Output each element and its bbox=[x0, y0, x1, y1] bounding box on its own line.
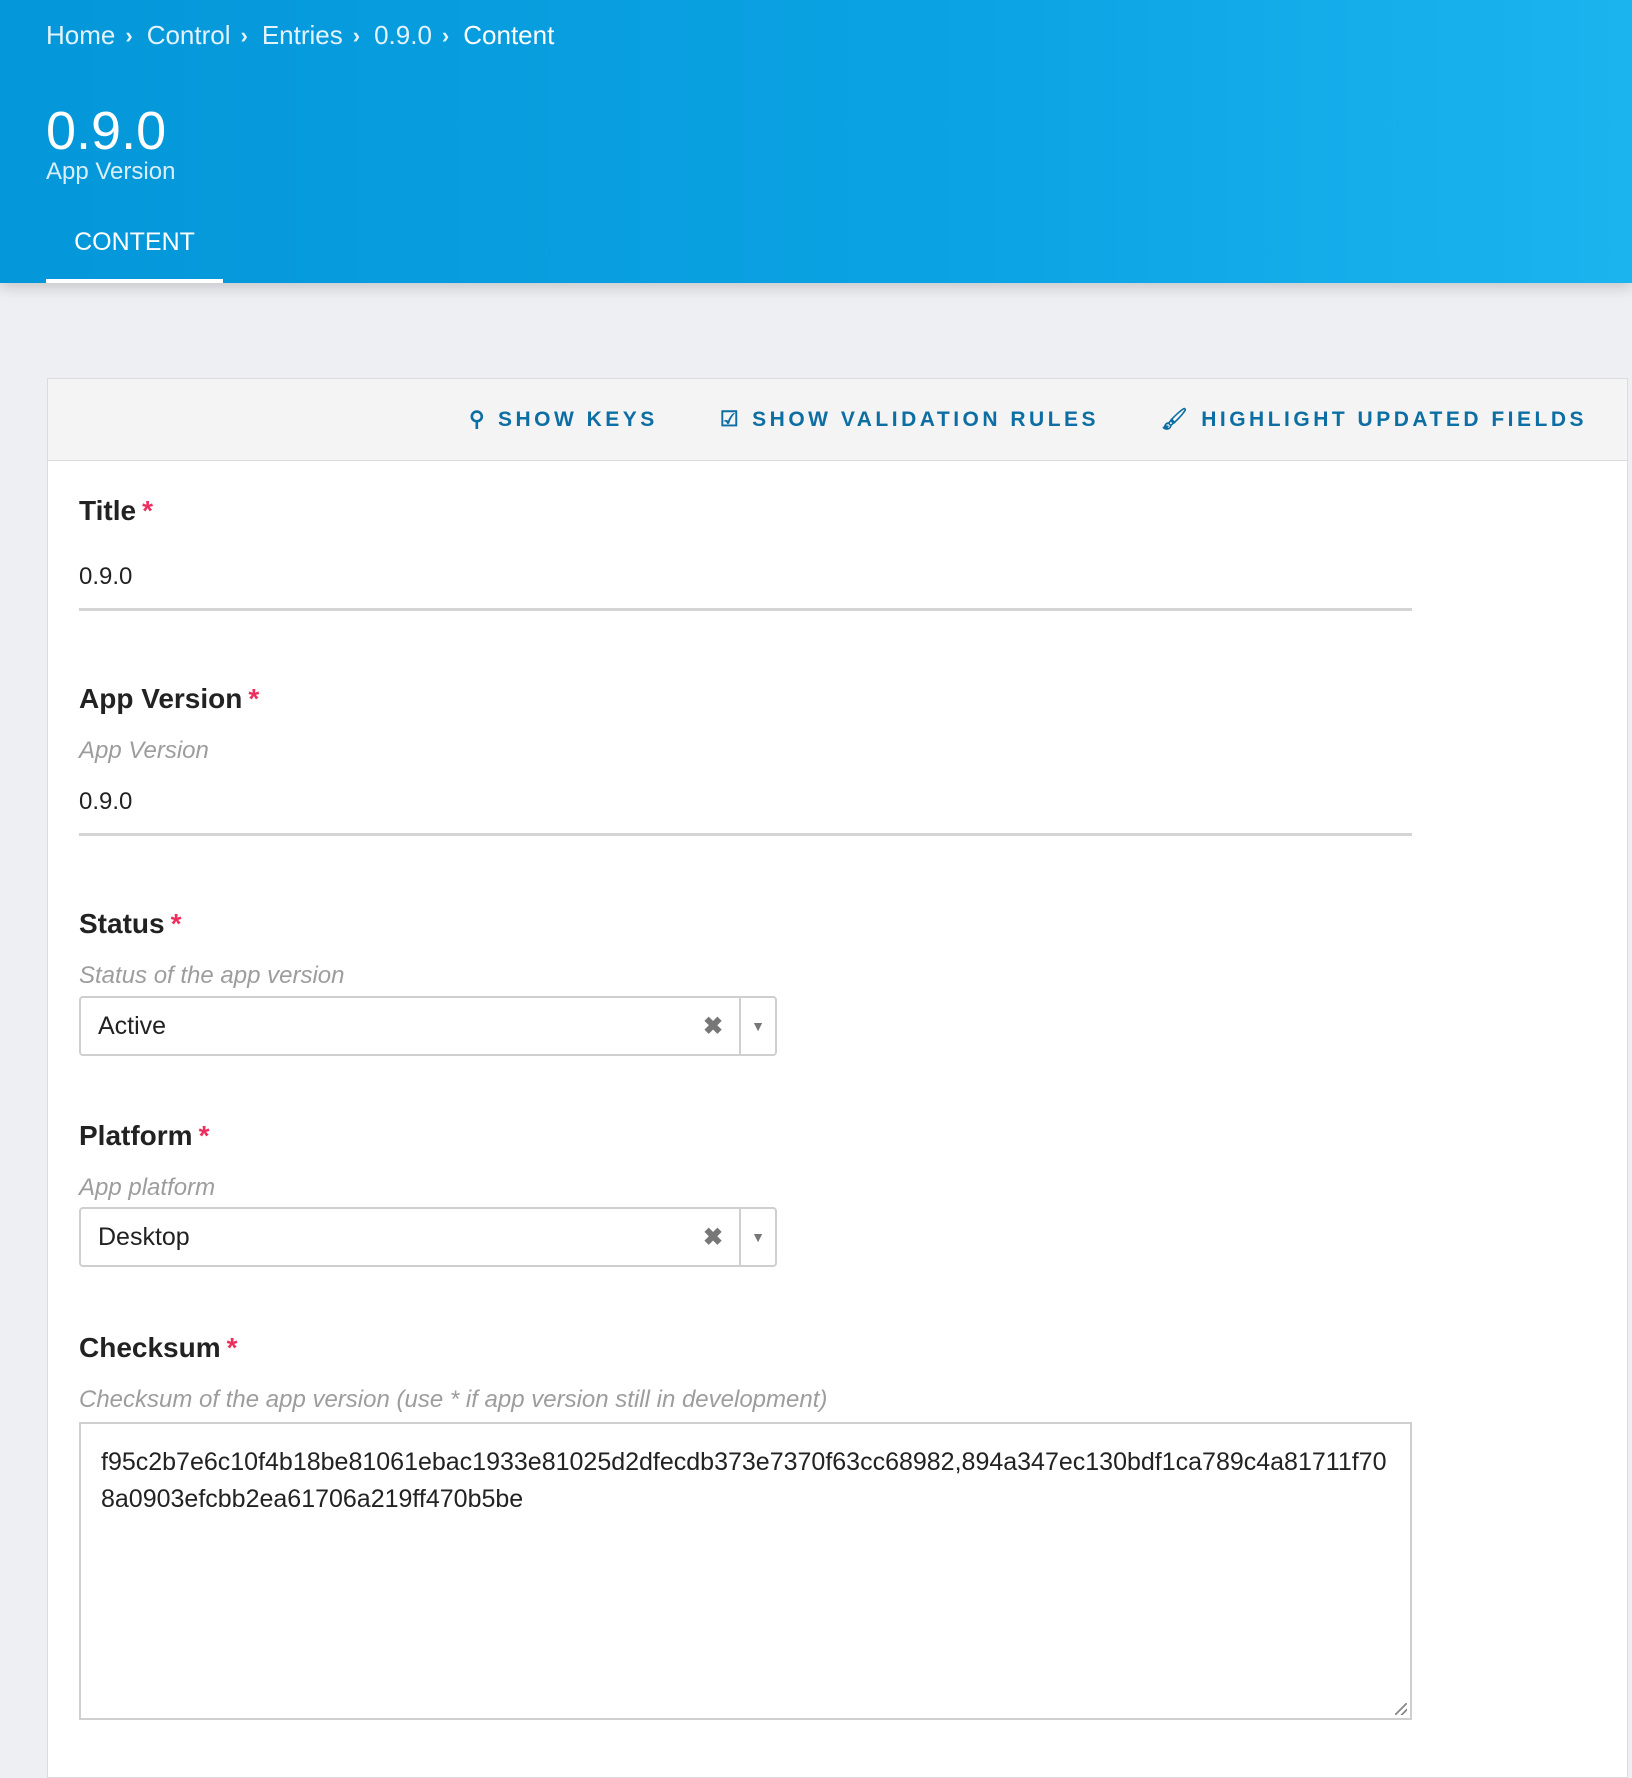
tab-content[interactable]: CONTENT bbox=[46, 216, 223, 283]
label-text: Status bbox=[79, 908, 165, 939]
label-text: App Version bbox=[79, 683, 243, 714]
key-icon: ⚲ bbox=[469, 408, 488, 431]
chevron-right-icon: › bbox=[441, 22, 450, 48]
chevron-right-icon: › bbox=[240, 22, 248, 48]
required-marker: * bbox=[226, 1332, 238, 1363]
required-marker: * bbox=[198, 1120, 210, 1151]
show-validation-label: SHOW VALIDATION RULES bbox=[752, 407, 1100, 431]
title-underline bbox=[79, 608, 1412, 611]
checkbox-icon: ☑ bbox=[719, 408, 743, 431]
page-subtitle: App Version bbox=[46, 158, 176, 185]
breadcrumb-current: Content bbox=[463, 20, 555, 50]
breadcrumb-control[interactable]: Control bbox=[146, 20, 231, 50]
required-marker: * bbox=[170, 908, 182, 939]
platform-select[interactable] bbox=[79, 1207, 777, 1267]
breadcrumb-home[interactable]: Home bbox=[46, 20, 116, 50]
show-keys-button[interactable] bbox=[469, 407, 658, 432]
page-title: 0.9.0 bbox=[46, 101, 167, 161]
status-label bbox=[79, 908, 181, 940]
page-header bbox=[0, 0, 1632, 283]
app-version-input[interactable]: 0.9.0 bbox=[79, 788, 133, 815]
checksum-value: f95c2b7e6c10f4b18be81061ebac1933e81025d2dfecdb373e7370f63cc68982,894a347ec130bdf1ca789c4a81711f708a0903efcbb2ea61706a219ff470b5be bbox=[101, 1448, 1387, 1513]
platform-description: App platform bbox=[79, 1174, 216, 1201]
caret-down-icon[interactable]: ▼ bbox=[739, 1209, 775, 1265]
clear-icon[interactable]: ✖ bbox=[702, 1012, 724, 1040]
title-label bbox=[79, 495, 153, 527]
breadcrumb-entry[interactable]: 0.9.0 bbox=[374, 20, 432, 50]
clear-icon[interactable]: ✖ bbox=[702, 1223, 724, 1251]
caret-down-icon[interactable]: ▼ bbox=[739, 998, 775, 1054]
resize-handle-icon[interactable] bbox=[1395, 1703, 1407, 1715]
label-text: Title bbox=[79, 495, 137, 526]
status-description: Status of the app version bbox=[79, 962, 345, 989]
brush-icon: 🖌 bbox=[1161, 407, 1192, 431]
label-text: Checksum bbox=[79, 1332, 221, 1363]
status-value: Active bbox=[98, 1011, 167, 1040]
breadcrumb-entries[interactable]: Entries bbox=[261, 20, 343, 50]
chevron-right-icon: › bbox=[352, 22, 361, 48]
highlight-label: HIGHLIGHT UPDATED FIELDS bbox=[1201, 407, 1587, 431]
checksum-label bbox=[79, 1332, 238, 1364]
app-version-label bbox=[79, 683, 259, 715]
chevron-right-icon: › bbox=[125, 22, 133, 48]
status-select[interactable] bbox=[79, 996, 777, 1056]
checksum-textarea[interactable] bbox=[79, 1422, 1412, 1720]
show-keys-label: SHOW KEYS bbox=[497, 407, 658, 431]
app-version-description: App Version bbox=[79, 737, 209, 764]
platform-label bbox=[79, 1120, 209, 1152]
checksum-description: Checksum of the app version (use * if app version still in development) bbox=[79, 1386, 828, 1413]
required-marker: * bbox=[142, 495, 153, 526]
breadcrumb bbox=[46, 20, 554, 51]
required-marker: * bbox=[248, 683, 260, 714]
content-form-card bbox=[47, 378, 1628, 1778]
show-validation-rules-button[interactable] bbox=[720, 407, 1099, 432]
title-input[interactable]: 0.9.0 bbox=[79, 563, 133, 590]
app-version-underline bbox=[79, 833, 1412, 836]
form-toolbar bbox=[48, 379, 1627, 461]
highlight-updated-fields-button[interactable] bbox=[1161, 408, 1587, 432]
platform-value: Desktop bbox=[98, 1222, 190, 1251]
label-text: Platform bbox=[79, 1120, 193, 1151]
